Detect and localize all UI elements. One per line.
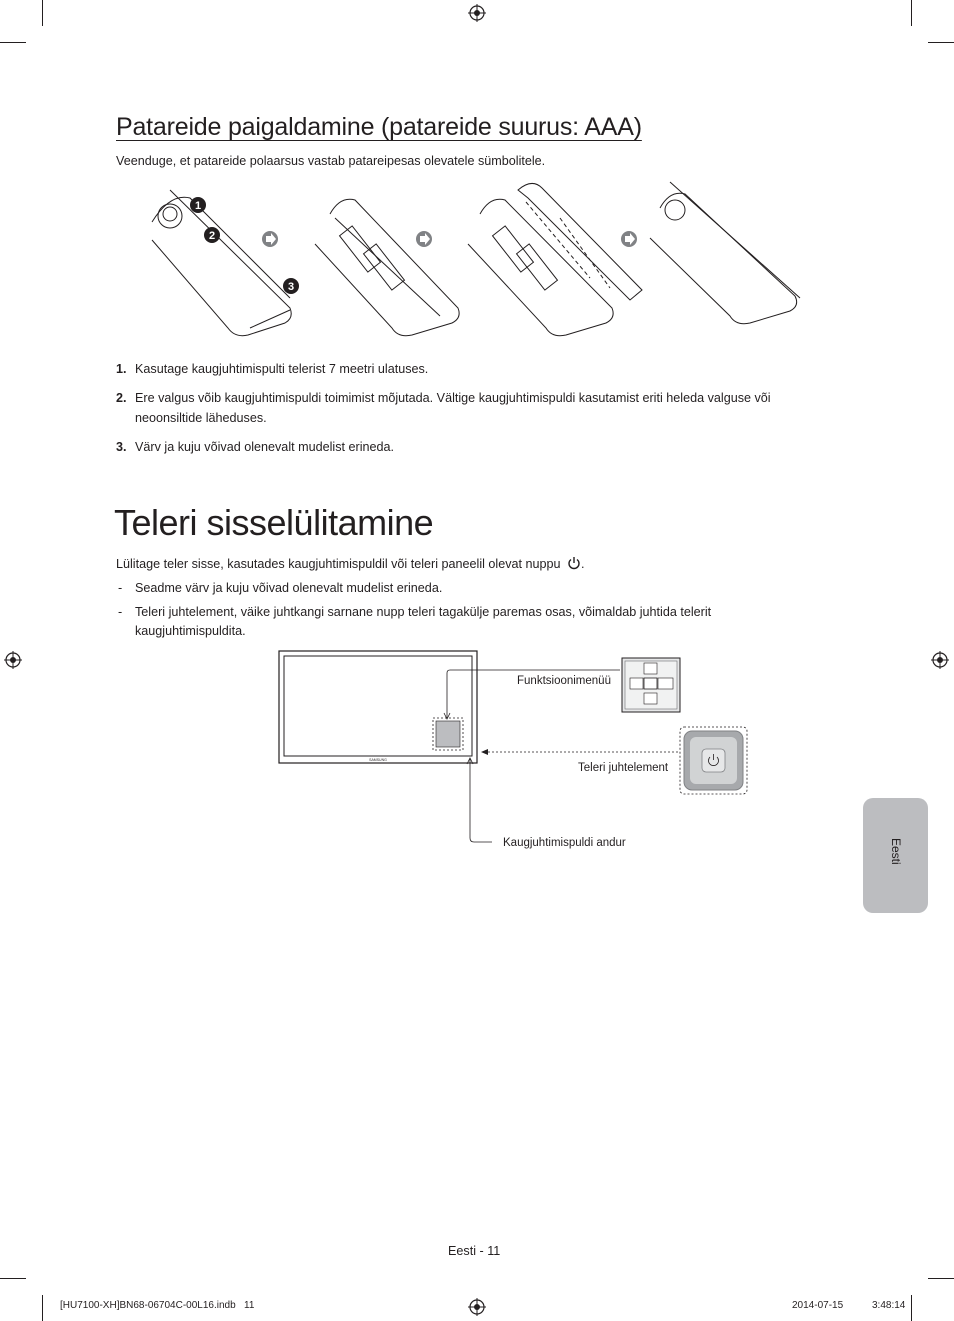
power-intro-end: .	[581, 557, 585, 571]
remote-sensor-label: Kaugjuhtimispuldi andur	[503, 837, 626, 849]
step-badge: 1	[194, 200, 202, 212]
crop-mark	[42, 1295, 43, 1321]
function-menu-label: Funktsioonimenüü	[517, 675, 611, 687]
power-intro-text: Lülitage teler sisse, kasutades kaugjuhtimispuldil või teleri paneelil olevat nuppu	[116, 557, 561, 571]
print-date: 2014-07-15	[792, 1300, 844, 1311]
note-number: 1.	[116, 362, 127, 376]
tv-brand-logo: SAMSUNG	[369, 758, 387, 762]
crop-mark	[928, 42, 954, 43]
language-tab	[863, 798, 928, 913]
registration-mark-icon	[4, 651, 22, 669]
bullet-dash: -	[118, 605, 123, 619]
bullet-dash: -	[118, 581, 123, 595]
print-file-info: [HU7100-XH]BN68-06704C-00L16.indb 11	[60, 1300, 255, 1311]
next-step-arrow-icon	[416, 231, 432, 247]
power-intro	[116, 554, 585, 574]
power-icon	[567, 556, 581, 570]
bullet-text: Seadme värv ja kuju võivad olenevalt mudelist erineda.	[135, 581, 443, 595]
crop-mark	[0, 1278, 26, 1279]
language-tab-label: Eesti	[889, 838, 903, 865]
note-number: 3.	[116, 440, 127, 454]
note-number: 2.	[116, 391, 127, 405]
note-text: Ere valgus võib kaugjuhtimispuldi toimimist mõjutada. Vältige kaugjuhtimispuldi kasutamist eriti heleda valguse või	[135, 391, 771, 405]
note-text: neoonsiltide läheduses.	[135, 411, 267, 425]
print-time: 3:48:14	[872, 1300, 906, 1311]
crop-mark	[42, 0, 43, 26]
registration-mark-icon	[468, 4, 486, 22]
tv-controller-label: Teleri juhtelement	[578, 762, 669, 774]
crop-mark	[911, 0, 912, 26]
registration-mark-icon	[468, 1298, 486, 1316]
tv-diagram	[278, 650, 750, 850]
crop-mark	[928, 1278, 954, 1279]
note-text: Kasutage kaugjuhtimispulti telerist 7 meetri ulatuses.	[135, 362, 429, 376]
registration-mark-icon	[931, 651, 949, 669]
page-number: Eesti - 11	[448, 1244, 501, 1258]
battery-illustration	[140, 178, 810, 338]
step-badge: 2	[208, 230, 216, 242]
bullet-text: kaugjuhtimispuldita.	[135, 624, 246, 638]
next-step-arrow-icon	[621, 231, 637, 247]
note-text: Värv ja kuju võivad olenevalt mudelist erineda.	[135, 440, 395, 454]
crop-mark	[911, 1295, 912, 1321]
step-badge: 3	[287, 281, 295, 293]
next-step-arrow-icon	[262, 231, 278, 247]
battery-intro: Veenduge, et patareide polaarsus vastab patareipesas olevatele sümbolitele.	[116, 154, 546, 168]
battery-section-title: Patareide paigaldamine (patareide suurus: AAA)	[116, 113, 642, 141]
power-section-title: Teleri sisselülitamine	[114, 502, 434, 543]
bullet-text: Teleri juhtelement, väike juhtkangi sarnane nupp teleri tagakülje paremas osas, võimaldab juhtida telerit	[135, 605, 712, 619]
crop-mark	[0, 42, 26, 43]
